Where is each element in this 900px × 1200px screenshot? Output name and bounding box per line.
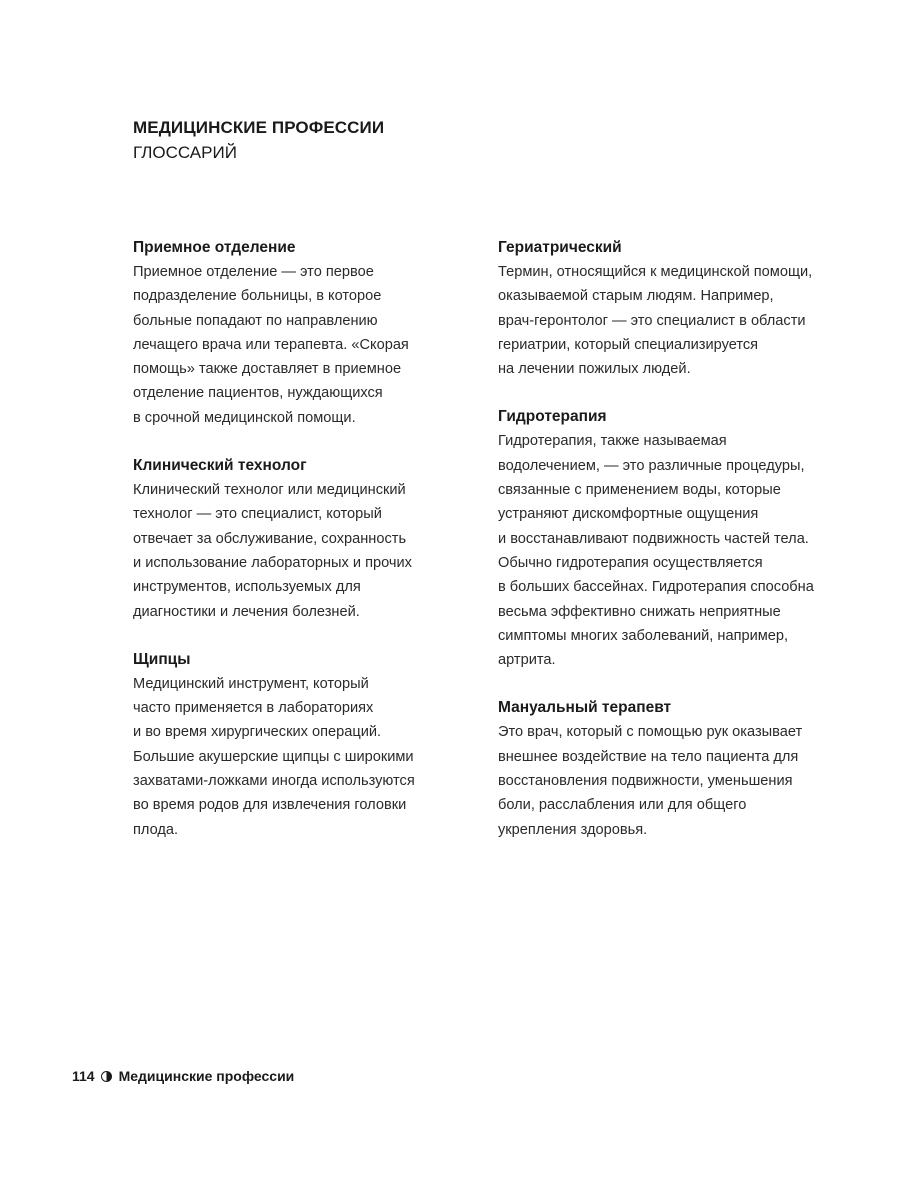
definition-line: отделение пациентов, нуждающихся: [133, 385, 383, 402]
page-title: МЕДИЦИНСКИЕ ПРОФЕССИИ: [133, 118, 385, 137]
definition-line: в срочной медицинской помощи.: [133, 409, 356, 426]
glossary-term: Гидротерапия: [498, 408, 607, 426]
definition-line: гериатрии, который специализируется: [498, 336, 759, 353]
definition-line: Приемное отделение — это первое: [133, 264, 374, 280]
glossary-term: Гериатрический: [498, 239, 622, 256]
definition-line: захватами-ложками иногда используются: [133, 773, 415, 790]
glossary-definition: [133, 478, 463, 624]
definition-line: лечащего врача или терапевта. «Скорая: [133, 336, 409, 353]
definition-line: Клинический технолог или медицинский: [133, 482, 406, 499]
definition-line: Обычно гидротерапия осуществляется: [498, 554, 763, 571]
glossary-entry: [133, 236, 463, 430]
definition-line: восстановления подвижности, уменьшения: [498, 773, 793, 790]
glossary-definition: [498, 260, 858, 381]
glossary-left-column: [133, 236, 463, 866]
definition-line: Большие акушерские щипцы с широкими: [133, 748, 414, 765]
glossary-entry: [498, 405, 858, 672]
definition-line: врач-геронтолог — это специалист в области: [498, 312, 806, 329]
definition-line: внешнее воздействие на тело пациента для: [498, 748, 799, 765]
definition-line: Гидротерапия, также называемая: [498, 433, 727, 450]
definition-line: весьма эффективно снижать неприятные: [498, 603, 781, 620]
definition-line: и восстанавливают подвижность частей тела.: [498, 530, 809, 547]
definition-line: инструментов, используемых для: [133, 579, 361, 596]
definition-line: подразделение больницы, в которое: [133, 288, 382, 305]
definition-line: помощь» также доставляет в приемное: [133, 361, 402, 378]
glossary-definition: [133, 260, 463, 430]
definition-line: Это врач, который с помощью рук оказывает: [498, 724, 803, 741]
definition-line: симптомы многих заболеваний, например,: [498, 627, 789, 644]
half-circle-icon: [101, 1071, 112, 1082]
definition-line: и во время хирургических операций.: [133, 724, 382, 741]
definition-line: Медицинский инструмент, который: [133, 675, 369, 692]
page-number: 114: [72, 1068, 95, 1084]
definition-line: во время родов для извлечения головки: [133, 797, 407, 814]
definition-line: устраняют дискомфортные ощущения: [498, 506, 759, 523]
definition-line: связанные с применением воды, которые: [498, 482, 781, 499]
glossary-entry: [498, 696, 858, 841]
glossary-entry: [498, 236, 858, 381]
page-subtitle: ГЛОССАРИЙ: [133, 143, 237, 162]
glossary-entry: [133, 648, 463, 842]
definition-line: боли, расслабления или для общего: [498, 797, 747, 814]
page-footer: [72, 1066, 294, 1086]
definition-line: отвечает за обслуживание, сохранность: [133, 530, 407, 547]
definition-line: технолог — это специалист, который: [133, 506, 382, 523]
glossary-definition: [498, 720, 858, 841]
definition-line: диагностики и лечения болезней.: [133, 603, 360, 620]
glossary-entry: [133, 454, 463, 624]
definition-line: часто применяется в лабораториях: [133, 700, 374, 717]
definition-line: в больших бассейнах. Гидротерапия способна: [498, 579, 814, 596]
page-header: [133, 116, 384, 165]
glossary-term: Мануальный терапевт: [498, 699, 672, 717]
glossary-definition: [498, 429, 858, 672]
definition-line: плода.: [133, 821, 179, 838]
definition-line: укрепления здоровья.: [498, 821, 648, 838]
definition-line: на лечении пожилых людей.: [498, 361, 691, 378]
glossary-term: Клинический технолог: [133, 457, 307, 475]
definition-line: и использование лабораторных и прочих: [133, 554, 412, 571]
glossary-term: Приемное отделение: [133, 239, 296, 256]
definition-line: оказываемой старым людям. Например,: [498, 288, 774, 305]
definition-line: водолечением, — это различные процедуры,: [498, 457, 805, 474]
definition-line: больные попадают по направлению: [133, 312, 378, 329]
definition-line: артрита.: [498, 652, 556, 669]
glossary-right-column: [498, 236, 858, 866]
glossary-term: Щипцы: [133, 650, 191, 668]
definition-line: Термин, относящийся к медицинской помощи,: [498, 264, 813, 280]
glossary-definition: [133, 672, 463, 842]
footer-section-title: Медицинские профессии: [118, 1068, 295, 1084]
